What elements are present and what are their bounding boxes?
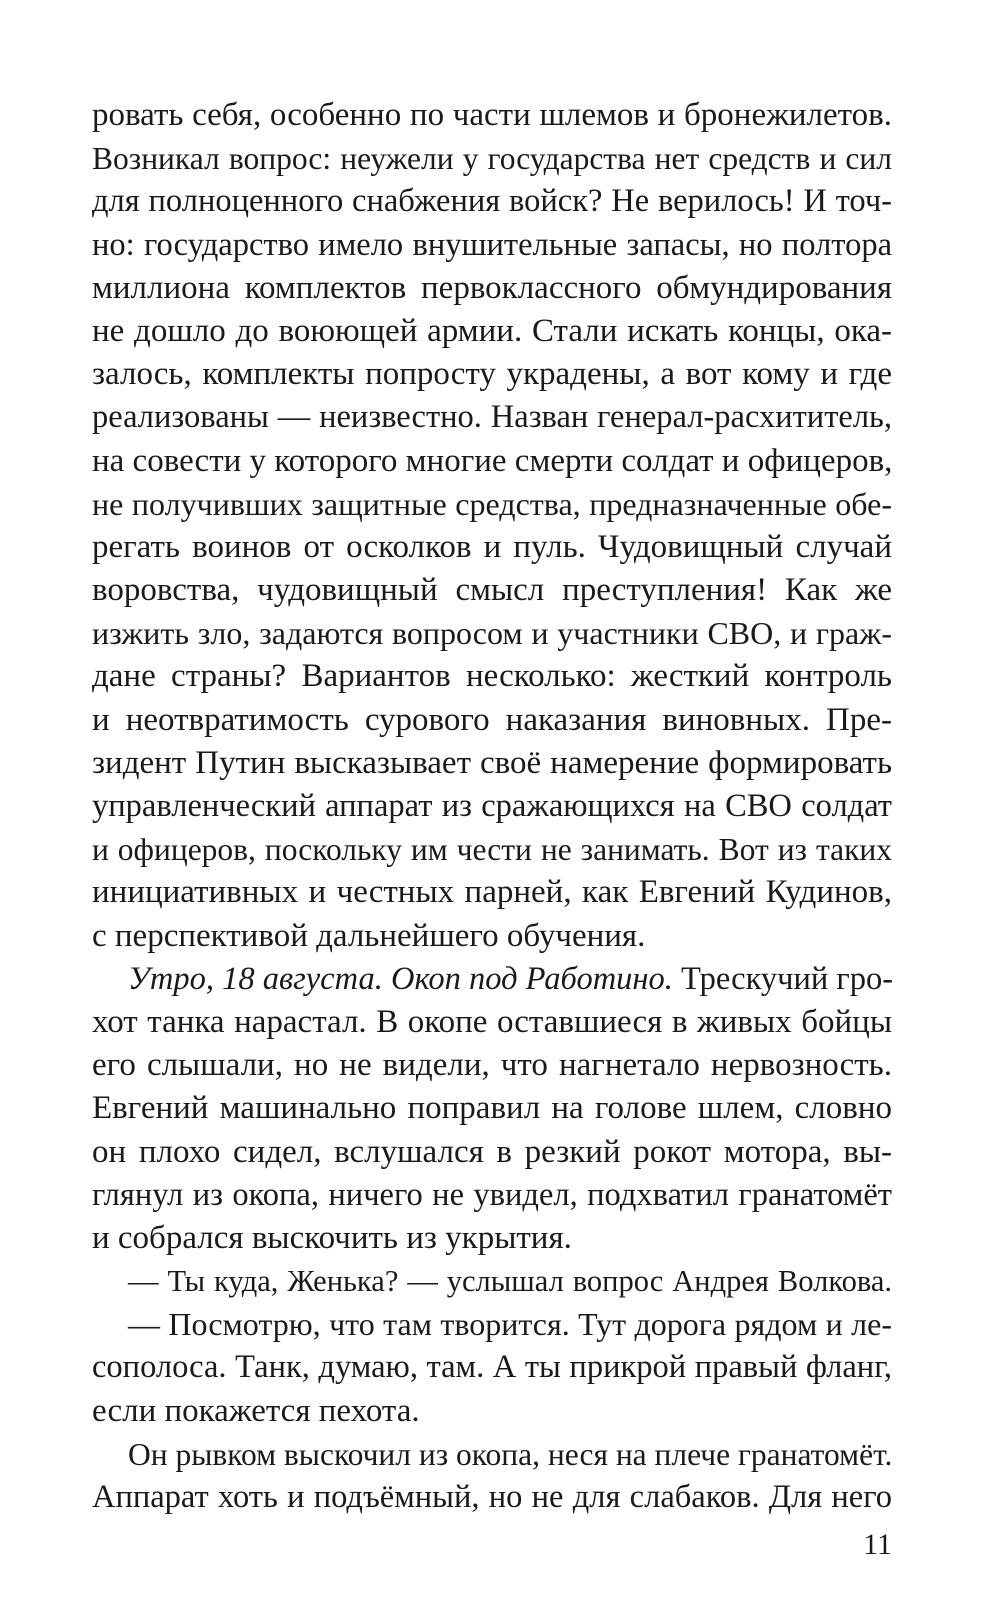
dialogue-line: — Ты куда, Женька? — услышал вопрос Андрея Волкова. [128, 1264, 892, 1299]
text-line: и собрался выскочить из укрытия. [92, 1219, 572, 1256]
scene-heading: Утро, 18 августа. Окоп под Работино. [128, 960, 673, 997]
text-line: изжить зло, задаются вопросом и участники СВО, и граж- [92, 615, 892, 652]
text-line: хот танка нарастал. В окопе оставшиеся в живых бойцы [92, 1003, 892, 1040]
text-line: Он рывком выскочил из окопа, неся на плече гранатомёт. [128, 1436, 893, 1472]
text-line: инициативных и честных парней, как Евгений Кудинов, [92, 874, 892, 911]
text-line: дане страны? Вариантов несколько: жесткий контроль [92, 658, 892, 695]
text-fragment: Трескучий гро- [672, 960, 894, 997]
text-line: реализованы — неизвестно. Назван генерал-расхититель, [92, 399, 892, 436]
text-line: ровать себя, особенно по части шлемов и бронежилетов. [92, 97, 892, 133]
text-line: и офицеров, поскольку им чести не занимать. Вот из таких [92, 832, 892, 868]
text-line: воровства, чудовищный смысл преступления! Как же [92, 572, 892, 609]
text-line: он плохо сидел, вслушался в резкий рокот мотора, вы- [92, 1133, 892, 1170]
text-line [92, 958, 892, 1001]
text-line: не получивших защитные средства, предназначенные обе- [92, 485, 892, 522]
text-line: Евгений машинально поправил на голове шлем, словно [92, 1090, 892, 1127]
text-line: Аппарат хоть и подъёмный, но не для слабаков. Для него [92, 1479, 892, 1515]
text-line: глянул из окопа, ничего не увидел, подхватил гранатомёт [92, 1176, 892, 1213]
text-line: миллиона комплектов первоклассного обмундирования [92, 269, 892, 306]
text-line: сополоса. Танк, думаю, там. А ты прикрой правый фланг, [92, 1349, 892, 1386]
page-number: 11 [863, 1528, 892, 1561]
text-line: зидент Путин высказывает своё намерение формировать [92, 744, 892, 781]
text-line: для полноценного снабжения войск? Не верилось! И точ- [92, 183, 892, 220]
text-line: с перспективой дальнейшего обучения. [92, 917, 646, 954]
text-line: его слышали, но не видели, что нагнетало нервозность. [92, 1047, 892, 1084]
text-line: и неотвратимость сурового наказания виновных. Пре- [92, 701, 892, 738]
body-text [92, 94, 892, 1519]
dialogue-line: — Посмотрю, что там творится. Тут дорога рядом и ле- [128, 1306, 892, 1343]
text-line: залось, комплекты попросту украдены, а вот кому и где [92, 356, 892, 393]
text-line: не дошло до воюющей армии. Стали искать концы, ока- [92, 312, 892, 349]
text-line: но: государство имело внушительные запасы, но полтора [92, 226, 892, 263]
text-line: регать воинов от осколков и пуль. Чудовищный случай [92, 528, 892, 565]
text-line: если покажется пехота. [92, 1392, 420, 1429]
text-line: на совести у которого многие смерти солдат и офицеров, [92, 442, 893, 479]
text-line: управленческий аппарат из сражающихся на СВО солдат [92, 788, 892, 824]
text-line: Возникал вопрос: неужели у государства нет средств и сил [92, 141, 892, 177]
